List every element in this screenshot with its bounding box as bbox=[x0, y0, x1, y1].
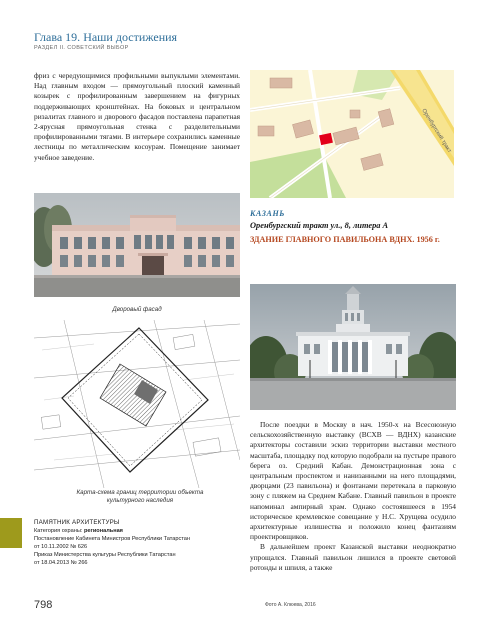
right-paragraph-2: В дальнейшем проект Казанской выставки неоднократно упрощался. Главный павильон лишился в проекте световой ротонды и шпиля, а также bbox=[250, 542, 456, 572]
pavilion-photo bbox=[250, 284, 456, 410]
olive-accent-bar bbox=[0, 518, 22, 548]
map-street-label: Оренбургский тракт bbox=[420, 107, 453, 154]
city-name: КАЗАНЬ bbox=[250, 209, 285, 218]
left-body-text: фриз с чередующимися профильными выпуклыми элементами. Над главным входом — прямоугольный плоский каменный козырек с профилированным завершением на фигурных поддерживающих кронштейнах. На боковых и центральном ризалитах главного и дворового фасадов поставлена парапетная 2-ярусная прямоугольная стенка с разделительными профилированными тягами. В интерьере сохранились каменные лестницы по металлическим косоурам. Помещение занимает учебное заведение. bbox=[34, 71, 240, 162]
category-value: региональная bbox=[84, 528, 123, 534]
chapter-title: Наши достижения bbox=[83, 30, 178, 44]
courtyard-photo-caption: Дворовый фасад bbox=[112, 306, 162, 313]
object-address: Оренбургский тракт ул., 8, литера А bbox=[250, 221, 389, 230]
decree-1-date: от 10.11.2002 № 626 bbox=[34, 544, 88, 550]
chapter-title-line bbox=[34, 30, 454, 44]
site-plan-map bbox=[34, 320, 240, 488]
decree-2-date: от 18.04.2013 № 266 bbox=[34, 560, 88, 566]
protection-category bbox=[34, 527, 244, 535]
courtyard-facade-photo bbox=[34, 193, 240, 297]
right-paragraph-1: После поездки в Москву в нач. 1950-х на Всесоюзную сельскохозяйственную выставку (ВСХВ — ВДНХ) казанские архитекторы составили эскиз территории выставки местного масштаба, площадку под которую подобрали на пустыре правого берега оз. Средний Кабан. Демонстрационная зона с центральным проспектом и нанизанными на него площадями, дворцами (23 павильона) и фонтанами перетекала в парковую зону с пляжем на Среднем Кабане. Главный павильон в проекте напоминал ампирный храм. Однако состоявшееся в 1954 историческое кремлевское совещание у Н.С. Хрущева осудило архитектурные излишества и положило конец фантазиям проектировщиков. bbox=[250, 420, 456, 542]
site-plan-caption: Карта-схема границ территории объекта культурного наследия bbox=[76, 489, 204, 504]
decree-2: Приказ Министерства культуры Республики Татарстан bbox=[34, 552, 176, 558]
right-body-text bbox=[250, 420, 456, 573]
photo-credit: Фото А. Клюева, 2016 bbox=[265, 602, 316, 608]
section-title: РАЗДЕЛ II. СОВЕТСКИЙ ВЫБОР bbox=[34, 45, 129, 51]
chapter-number: Глава 19. bbox=[34, 30, 81, 44]
page-number: 798 bbox=[34, 599, 53, 611]
locator-map bbox=[250, 70, 454, 198]
chapter-header bbox=[34, 30, 454, 51]
object-name: ЗДАНИЕ ГЛАВНОГО ПАВИЛЬОНА ВДНХ. 1956 г. bbox=[250, 235, 440, 244]
decree-1: Постановление Кабинета Министров Республики Татарстан bbox=[34, 536, 190, 542]
category-label: Категория охраны: bbox=[34, 528, 83, 534]
monument-title: ПАМЯТНИК АРХИТЕКТУРЫ bbox=[34, 519, 120, 526]
monument-info bbox=[34, 519, 244, 567]
